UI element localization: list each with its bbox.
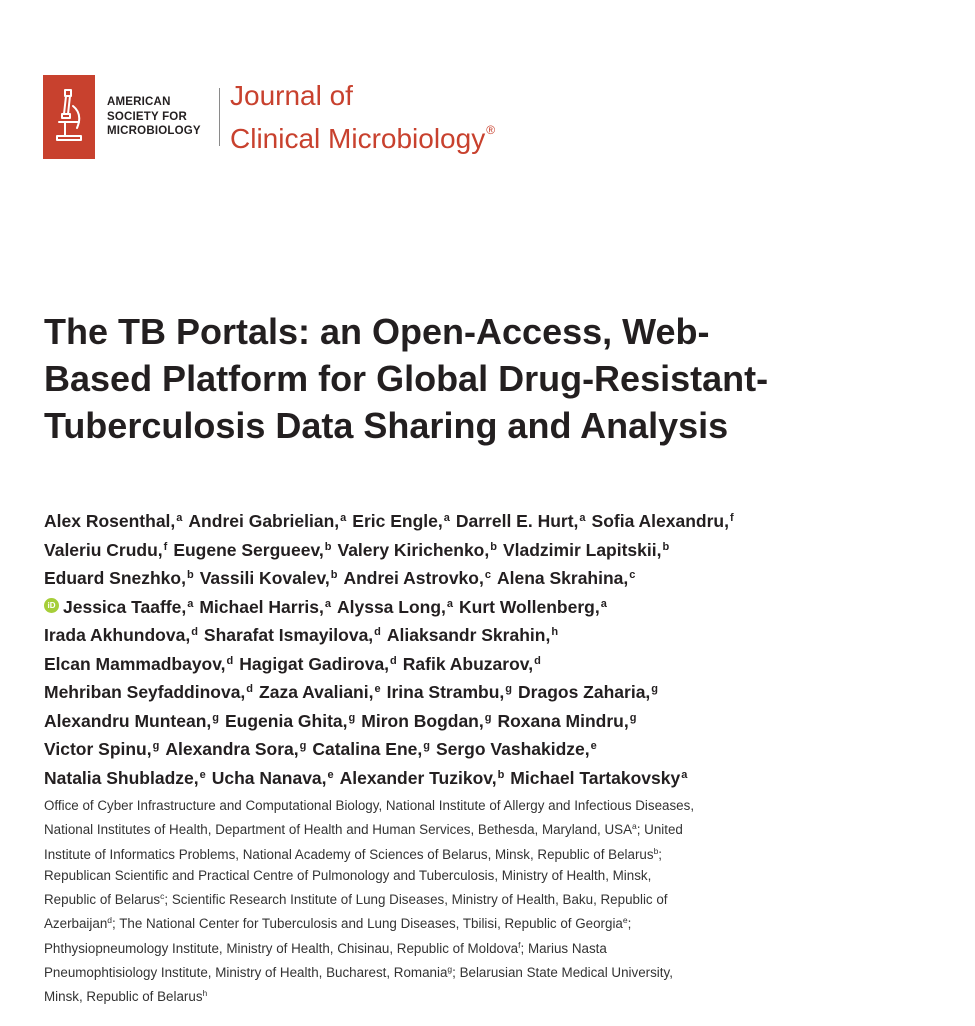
- journal-line: Journal of: [230, 79, 353, 111]
- title-line: The TB Portals: an Open-Access, Web-: [44, 311, 710, 352]
- author-name: Rafik Abuzarov,$^d$: [402, 653, 541, 674]
- affiliation-marker: g: [447, 964, 453, 975]
- affiliation-line: Republican Scientific and Practical Centre of Pulmonology and Tuberculosis, Ministry of Health, Minsk,: [44, 867, 652, 883]
- author-name: Eduard Snezhko,$^b$: [44, 568, 194, 588]
- affiliation-marker: d: [390, 654, 397, 667]
- author-name: Elcan Mammadbayov,$^d$: [44, 653, 234, 674]
- affiliation-marker: f: [729, 512, 734, 524]
- affiliation-marker: f: [518, 939, 521, 950]
- author-line: [44, 620, 944, 649]
- author-name: Alex Rosenthal,$^a$: [44, 511, 183, 531]
- affiliation-marker: a: [446, 597, 454, 610]
- affiliation-marker: g: [348, 711, 356, 724]
- author-name: Aliaksandr Skrahin,$^h$: [386, 625, 559, 645]
- author-name: Valery Kirichenko,$^b$: [337, 539, 497, 560]
- author-name: Miron Bogdan,$^g$: [361, 710, 492, 731]
- affiliation-marker: e: [199, 768, 206, 781]
- author-name: Andrei Gabrielian,$^a$: [188, 511, 347, 531]
- society-line: MICROBIOLOGY: [107, 125, 201, 138]
- registered-mark: ®: [486, 122, 496, 137]
- author-name: Irada Akhundova,$^d$: [44, 625, 198, 645]
- author-name: Alexandru Muntean,$^g$: [44, 710, 219, 731]
- author-name: Natalia Shubladze,$^e$: [44, 767, 206, 788]
- affiliation-marker: g: [484, 711, 492, 724]
- article-title: [44, 308, 924, 449]
- author-name: Zaza Avaliani,$^e$: [259, 682, 381, 702]
- author-name: Darrell E. Hurt,$^a$: [455, 511, 586, 531]
- affiliation-marker: g: [152, 740, 160, 752]
- affiliation-marker: a: [340, 512, 347, 524]
- affiliation-marker: a: [324, 597, 331, 610]
- affiliation-marker: g: [423, 740, 430, 752]
- affiliation-marker: c: [629, 569, 636, 581]
- author-name: Eugene Sergueev,$^b$: [173, 539, 332, 560]
- author-line: [44, 734, 944, 763]
- author-name: Alexander Tuzikov,$^b$: [339, 767, 505, 788]
- affiliation-marker: a: [443, 512, 450, 524]
- author-line: [44, 563, 944, 592]
- author-line: [44, 592, 944, 621]
- author-line: [44, 763, 944, 792]
- author-name: Dragos Zaharia,$^g$: [518, 682, 659, 702]
- author-name: Jessica Taaffe,$^a$: [63, 596, 194, 617]
- author-name: Sharafat Ismayilova,$^d$: [203, 625, 381, 645]
- author-name: Michael Tartakovsky$^a$: [510, 767, 688, 788]
- affiliation-marker: g: [629, 711, 637, 724]
- affiliation-line: Office of Cyber Infrastructure and Computational Biology, National Institute of Allergy and Infectious Diseases,: [44, 798, 695, 813]
- affiliation-marker: e: [590, 740, 597, 752]
- affiliation-marker: g: [212, 711, 219, 724]
- affiliation-marker: f: [163, 540, 168, 553]
- affiliation-line: Minsk, Republic of Belarus$^h$: [44, 988, 208, 1005]
- author-name: Kurt Wollenberg,$^a$: [459, 596, 607, 617]
- affiliation-line: Republic of Belarus$^c$; Scientific Research Institute of Lung Diseases, Ministry of Health, Baku, Republic of: [44, 891, 668, 908]
- affiliation-marker: b: [324, 540, 332, 553]
- title-line: Based Platform for Global Drug-Resistant-: [44, 358, 769, 399]
- author-name: Eric Engle,$^a$: [352, 511, 450, 531]
- author-name: Andrei Astrovko,$^c$: [343, 568, 491, 588]
- journal-header: [43, 75, 495, 159]
- affiliation-marker: h: [202, 988, 208, 999]
- author-name: Vladzimir Lapitskii,$^b$: [502, 539, 670, 560]
- affiliation-line: Azerbaijan$^d$; The National Center for Tuberculosis and Lung Diseases, Tbilisi, Republic of Georgia$^e$;: [44, 915, 632, 932]
- affiliation-marker: a: [681, 768, 688, 781]
- microscope-icon: [43, 75, 95, 159]
- author-name: Sergo Vashakidze,$^e$: [435, 739, 597, 759]
- author-name: Alexandra Sora,$^g$: [165, 739, 307, 759]
- affiliation-marker: h: [551, 626, 559, 638]
- affiliation-line: Pneumophtisiology Institute, Ministry of Health, Bucharest, Romania$^g$; Belarusian State Medical University,: [44, 964, 673, 981]
- author-name: Irina Strambu,$^g$: [386, 682, 513, 702]
- author-name: Vassili Kovalev,$^b$: [199, 568, 338, 588]
- journal-line: Clinical Microbiology: [230, 122, 486, 154]
- affiliation-marker: e: [622, 915, 628, 926]
- affiliation-marker: c: [160, 891, 165, 902]
- author-line: [44, 677, 944, 706]
- affiliation-line: National Institutes of Health, Department of Health and Human Services, Bethesda, Maryland, USA$^a$; United: [44, 821, 683, 838]
- affiliation-marker: g: [651, 683, 659, 695]
- affiliation-marker: a: [187, 597, 194, 610]
- affiliation-line: Phthysiopneumology Institute, Ministry of Health, Chisinau, Republic of Moldova$^f$; Marius Nasta: [44, 939, 607, 956]
- journal-name: [230, 79, 495, 156]
- author-name: Alena Skrahina,$^c$: [496, 568, 636, 588]
- affiliation-marker: b: [497, 768, 505, 781]
- society-line: AMERICAN: [107, 96, 171, 109]
- affiliation-line: Institute of Informatics Problems, National Academy of Sciences of Belarus, Minsk, Republic of Belarus$^b$;: [44, 845, 663, 862]
- author-name: Ucha Nanava,$^e$: [211, 767, 334, 788]
- author-name: Sofia Alexandru,$^f$: [591, 511, 734, 531]
- author-line: [44, 506, 944, 535]
- affiliation-marker: d: [191, 626, 198, 638]
- author-name: Victor Spinu,$^g$: [44, 739, 160, 759]
- author-name: Valeriu Crudu,$^f$: [44, 539, 168, 560]
- author-name: Roxana Mindru,$^g$: [497, 710, 637, 731]
- author-name: Catalina Ene,$^g$: [312, 739, 430, 759]
- affiliation-marker: b: [662, 540, 670, 553]
- affiliation-marker: b: [186, 569, 194, 581]
- author-name: Eugenia Ghita,$^g$: [224, 710, 356, 731]
- affiliation-marker: a: [176, 512, 183, 524]
- affiliation-marker: d: [534, 654, 541, 667]
- author-name: Alyssa Long,$^a$: [336, 596, 454, 617]
- author-name: Hagigat Gadirova,$^d$: [239, 653, 397, 674]
- affiliation-marker: b: [653, 845, 659, 856]
- orcid-icon[interactable]: iD: [44, 598, 59, 613]
- affiliation-marker: a: [600, 597, 607, 610]
- affiliation-marker: d: [374, 626, 381, 638]
- affiliation-marker: d: [226, 654, 234, 667]
- author-name: Mehriban Seyfaddinova,$^d$: [44, 682, 254, 702]
- author-list: [44, 506, 944, 791]
- author-line: [44, 706, 944, 735]
- affiliation-marker: b: [490, 540, 497, 553]
- society-line: SOCIETY FOR: [107, 110, 187, 123]
- affiliation-marker: d: [107, 915, 113, 926]
- header-divider: [219, 88, 220, 146]
- society-name: [107, 95, 217, 139]
- affiliation-marker: e: [374, 683, 381, 695]
- affiliation-marker: e: [327, 768, 334, 781]
- affiliation-marker: g: [505, 683, 513, 695]
- affiliations: [44, 795, 934, 1008]
- affiliation-marker: g: [299, 740, 307, 752]
- affiliation-marker: c: [484, 569, 491, 581]
- affiliation-marker: d: [246, 683, 254, 695]
- author-line: [44, 535, 944, 564]
- author-name: Michael Harris,$^a$: [199, 596, 331, 617]
- affiliation-marker: b: [330, 569, 338, 581]
- affiliation-marker: a: [579, 512, 586, 524]
- title-line: Tuberculosis Data Sharing and Analysis: [44, 405, 729, 446]
- affiliation-marker: a: [632, 821, 637, 832]
- author-line: [44, 649, 944, 678]
